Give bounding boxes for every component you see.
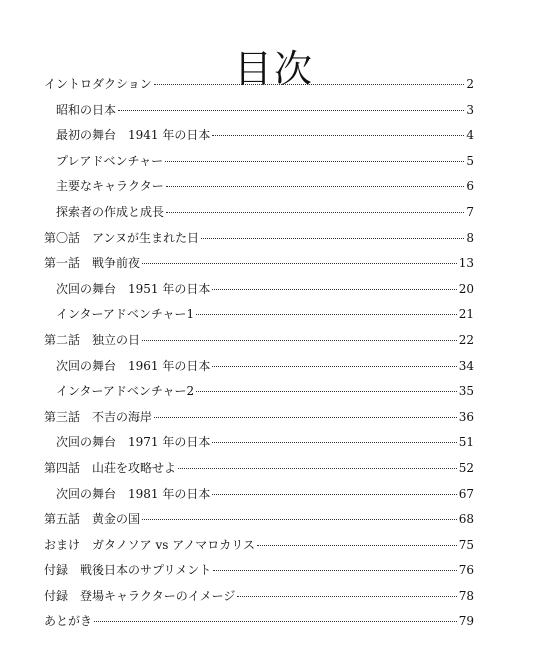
toc-entry[interactable] bbox=[44, 72, 474, 98]
toc-entry[interactable] bbox=[44, 558, 474, 584]
dot-leader bbox=[212, 365, 456, 367]
page-title: 目次 bbox=[233, 47, 314, 92]
toc-entry-label: 第一話 戦争前夜 bbox=[44, 256, 141, 271]
toc-entry-label: 第三話 不吉の海岸 bbox=[44, 409, 153, 424]
toc-entry-label: 第二話 独立の日 bbox=[44, 332, 141, 347]
toc-entry-label: あとがき bbox=[44, 614, 93, 629]
toc-entry[interactable] bbox=[44, 123, 474, 149]
toc-entry-label: 次回の舞台 1971 年の日本 bbox=[56, 435, 211, 450]
toc-entry-page-number: 52 bbox=[458, 460, 474, 475]
toc-entry-label: 最初の舞台 1941 年の日本 bbox=[56, 128, 211, 143]
toc-entry-page-number: 36 bbox=[458, 409, 474, 424]
dot-leader bbox=[212, 134, 464, 136]
toc-entry-label: 第〇話 アンヌが生まれた日 bbox=[44, 230, 200, 245]
toc-entry-label: 次回の舞台 1961 年の日本 bbox=[56, 358, 211, 373]
dot-leader bbox=[212, 441, 456, 443]
toc-entry-page-number: 68 bbox=[458, 512, 474, 527]
toc-entry-label: イントロダクション bbox=[44, 77, 152, 91]
dot-leader bbox=[196, 390, 457, 392]
toc-entry-page-number: 67 bbox=[458, 486, 474, 501]
toc-entry[interactable] bbox=[44, 379, 474, 405]
toc-entry[interactable] bbox=[44, 430, 474, 456]
dot-leader bbox=[196, 313, 457, 315]
dot-leader bbox=[166, 185, 465, 187]
toc-entry-page-number: 13 bbox=[458, 256, 474, 271]
toc-entry-page-number: 7 bbox=[466, 204, 474, 219]
dot-leader bbox=[237, 595, 456, 597]
toc-entry[interactable] bbox=[44, 302, 474, 328]
toc-entry[interactable] bbox=[44, 533, 474, 559]
toc-entry[interactable] bbox=[44, 584, 474, 610]
toc-entry[interactable] bbox=[44, 174, 474, 200]
toc-entry-page-number: 8 bbox=[466, 230, 474, 245]
toc-entry-page-number: 78 bbox=[458, 588, 474, 603]
toc-entry-page-number: 5 bbox=[466, 153, 474, 168]
toc-entry[interactable] bbox=[44, 405, 474, 431]
toc-entry[interactable] bbox=[44, 328, 474, 354]
toc-entry[interactable] bbox=[44, 277, 474, 303]
toc-entry-label: インターアドベンチャー2 bbox=[56, 384, 195, 399]
toc-entry-page-number: 34 bbox=[458, 358, 474, 373]
toc-entry[interactable] bbox=[44, 200, 474, 226]
dot-leader bbox=[154, 83, 465, 85]
toc-entry-label: 次回の舞台 1951 年の日本 bbox=[56, 281, 211, 296]
toc-entry[interactable] bbox=[44, 482, 474, 508]
toc-entry-label: 探索者の作成と成長 bbox=[56, 204, 165, 219]
toc-entry[interactable] bbox=[44, 98, 474, 124]
toc-entry-label: 付録 登場キャラクターのイメージ bbox=[44, 588, 236, 603]
toc-entry-label: 付録 戦後日本のサプリメント bbox=[44, 563, 212, 578]
toc-entry[interactable] bbox=[44, 456, 474, 482]
table-of-contents bbox=[44, 72, 474, 635]
toc-entry[interactable] bbox=[44, 226, 474, 252]
dot-leader bbox=[142, 518, 457, 520]
toc-entry-page-number: 6 bbox=[466, 179, 474, 194]
dot-leader bbox=[212, 493, 456, 495]
toc-entry-page-number: 3 bbox=[466, 102, 474, 117]
toc-entry-page-number: 79 bbox=[458, 614, 474, 629]
dot-leader bbox=[94, 620, 457, 622]
dot-leader bbox=[201, 237, 464, 239]
toc-entry-label: 第五話 黄金の国 bbox=[44, 512, 141, 527]
toc-entry-label: 主要なキャラクター bbox=[56, 179, 164, 194]
toc-entry-page-number: 4 bbox=[466, 128, 474, 143]
toc-entry[interactable] bbox=[44, 609, 474, 635]
toc-entry-page-number: 22 bbox=[458, 332, 474, 347]
toc-entry-label: インターアドベンチャー1 bbox=[56, 307, 195, 322]
toc-entry[interactable] bbox=[44, 149, 474, 175]
toc-entry[interactable] bbox=[44, 251, 474, 277]
dot-leader bbox=[213, 569, 456, 571]
toc-entry-page-number: 20 bbox=[458, 281, 474, 296]
toc-entry-label: プレアドベンチャー bbox=[56, 153, 164, 168]
toc-entry-page-number: 21 bbox=[458, 307, 474, 322]
dot-leader bbox=[212, 288, 456, 290]
dot-leader bbox=[154, 416, 457, 418]
dot-leader bbox=[142, 339, 457, 341]
toc-entry-label: 次回の舞台 1981 年の日本 bbox=[56, 486, 211, 501]
toc-entry-page-number: 76 bbox=[458, 563, 474, 578]
toc-entry-page-number: 2 bbox=[466, 77, 474, 91]
toc-entry-page-number: 75 bbox=[458, 537, 474, 552]
toc-entry[interactable] bbox=[44, 507, 474, 533]
toc-entry-label: 昭和の日本 bbox=[56, 102, 117, 117]
dot-leader bbox=[142, 262, 457, 264]
dot-leader bbox=[166, 211, 464, 213]
dot-leader bbox=[165, 160, 464, 162]
toc-entry[interactable] bbox=[44, 354, 474, 380]
toc-entry-label: 第四話 山荘を攻略せよ bbox=[44, 460, 177, 475]
toc-entry-label: おまけ ガタノソア vs アノマロカリス bbox=[44, 537, 256, 552]
dot-leader bbox=[257, 544, 457, 546]
dot-leader bbox=[118, 109, 464, 111]
toc-entry-page-number: 35 bbox=[458, 384, 474, 399]
toc-entry-page-number: 51 bbox=[458, 435, 474, 450]
dot-leader bbox=[178, 467, 457, 469]
